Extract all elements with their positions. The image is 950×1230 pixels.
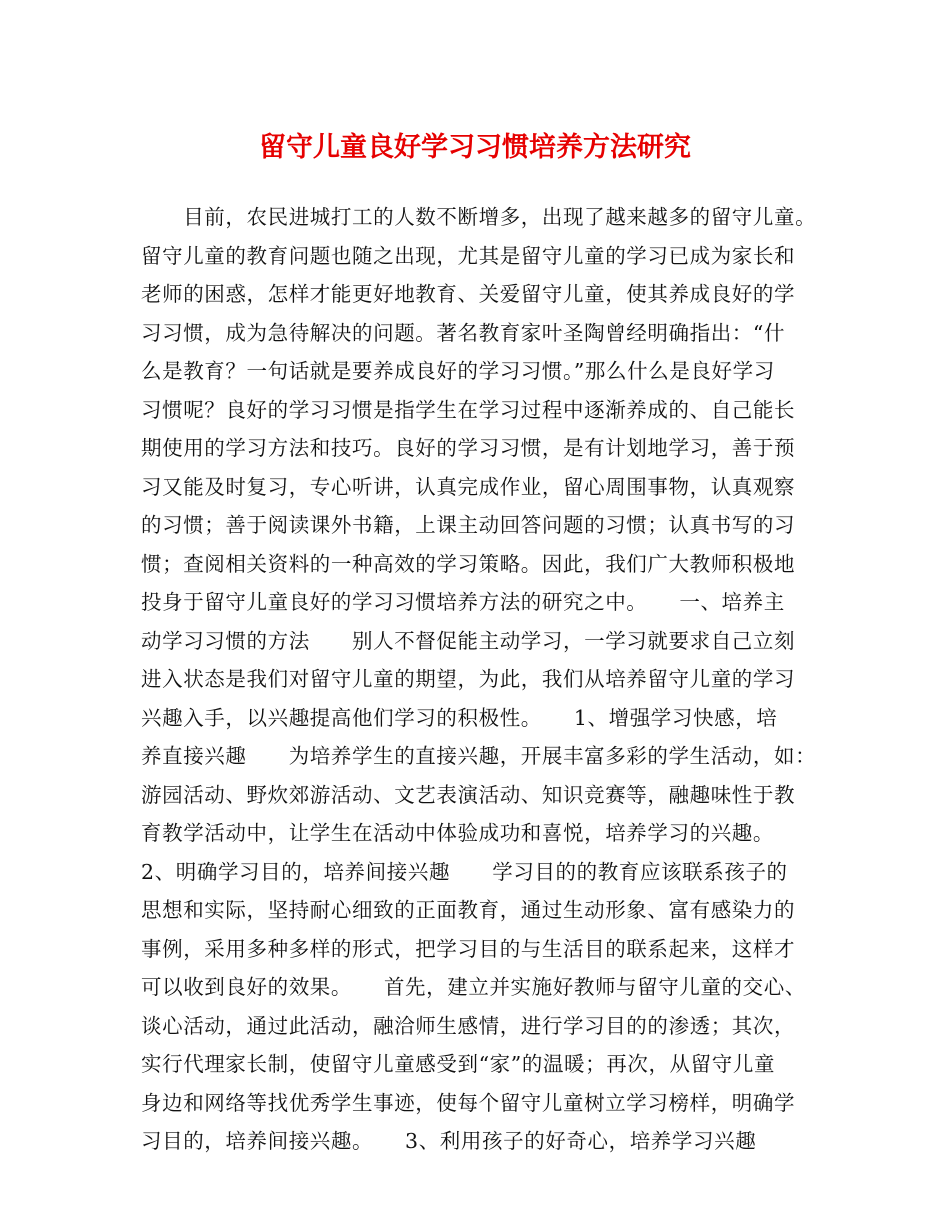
body-line: 习目的，培养间接兴趣。 3、利用孩子的好奇心，培养学习兴趣 <box>141 1129 757 1153</box>
body-line: 期使用的学习方法和技巧。良好的学习习惯，是有计划地学习，善于预 <box>141 436 796 460</box>
body-line: 的习惯；善于阅读课外书籍，上课主动回答问题的习惯；认真书写的习 <box>141 513 796 537</box>
body-line: 身边和网络等找优秀学生事迹，使每个留守儿童树立学习榜样，明确学 <box>141 1090 796 1115</box>
document-body <box>141 198 817 1161</box>
body-line: 育教学活动中，让学生在活动中体验成功和喜悦，培养学习的兴趣。 <box>141 821 774 845</box>
body-line: 谈心活动，通过此活动，融洽师生感情，进行学习目的的渗透；其次， <box>141 1013 796 1038</box>
body-line: 惯；查阅相关资料的一种高效的学习策略。因此，我们广大教师积极地 <box>141 551 796 576</box>
body-line: 目前，农民进城打工的人数不断增多，出现了越来越多的留守儿童。 <box>141 205 817 229</box>
body-line: 么是教育？一句话就是要养成良好的学习习惯。”那么什么是良好学习 <box>141 359 775 383</box>
document-title: 留守儿童良好学习习惯培养方法研究 <box>259 132 691 163</box>
body-line: 动学习习惯的方法 别人不督促能主动学习，一学习就要求自己立刻 <box>141 628 796 653</box>
body-line: 习又能及时复习，专心听讲，认真完成作业，留心周围事物，认真观察 <box>141 474 796 499</box>
body-line: 养直接兴趣 为培养学生的直接兴趣，开展丰富多彩的学生活动，如： <box>141 744 817 768</box>
body-line: 习习惯，成为急待解决的问题。著名教育家叶圣陶曾经明确指出：“什 <box>141 320 786 345</box>
body-line: 2、明确学习目的，培养间接兴趣 学习目的的教育应该联系孩子的 <box>141 859 788 884</box>
body-line: 留守儿童的教育问题也随之出现，尤其是留守儿童的学习已成为家长和 <box>141 243 796 268</box>
body-line: 投身于留守儿童良好的学习习惯培养方法的研究之中。 一、培养主 <box>141 590 785 614</box>
body-line: 老师的困惑，怎样才能更好地教育、关爱留守儿童，使其养成良好的学 <box>141 282 796 306</box>
body-line: 实行代理家长制，使留守儿童感受到“家”的温暖；再次，从留守儿童 <box>141 1052 776 1076</box>
body-line: 兴趣入手，以兴趣提高他们学习的积极性。 1、增强学习快感，培 <box>141 705 778 730</box>
body-line: 进入状态是我们对留守儿童的期望，为此，我们从培养留守儿童的学习 <box>141 667 796 691</box>
body-line: 思想和实际，坚持耐心细致的正面教育，通过生动形象、富有感染力的 <box>141 898 796 922</box>
body-line: 游园活动、野炊郊游活动、文艺表演活动、知识竞赛等，融趣味性于教 <box>141 782 796 807</box>
body-line: 习惯呢？良好的学习习惯是指学生在学习过程中逐渐养成的、自己能长 <box>141 397 796 422</box>
body-line: 事例，采用多种多样的形式，把学习目的与生活目的联系起来，这样才 <box>141 936 796 961</box>
body-line: 可以收到良好的效果。 首先，建立并实施好教师与留守儿童的交心、 <box>141 975 806 999</box>
